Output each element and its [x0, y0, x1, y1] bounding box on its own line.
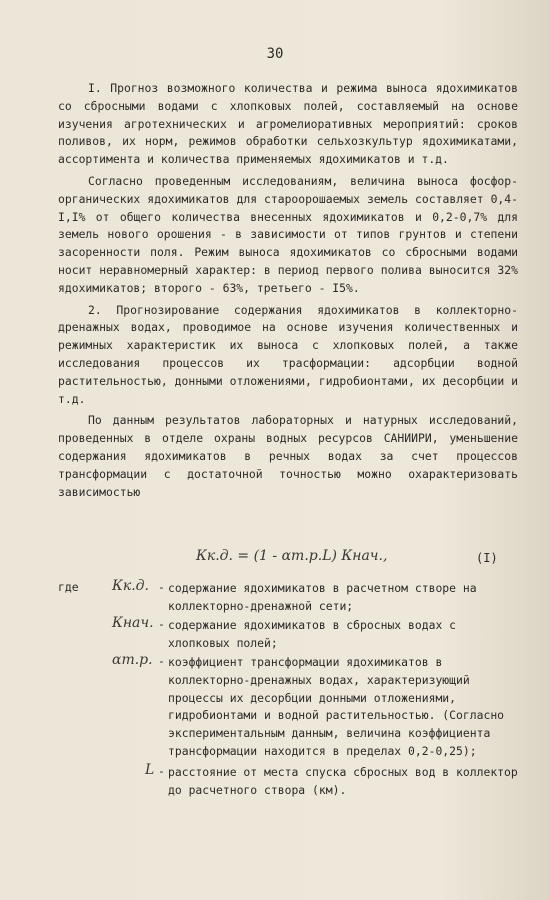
definition-dash: -	[158, 654, 165, 668]
where-label: где	[58, 580, 79, 594]
formula: Кк.д. = (1 - αт.р.L) Кнач.,	[196, 548, 388, 564]
paragraph-1: I. Прогноз возможного количества и режима выноса ядохимикатов со сбросными водами с хлопковых полей, составляемый на основе изучения агротехнических и агромелиоративных мероприятий: сроков поливов, их норм, режимов обработки сельхозкультур ядохимикатами, ассортимента и количества применяемых ядохимикатов и т.д.	[58, 81, 518, 167]
symbol-k-nach: Кнач.	[112, 615, 154, 631]
paragraph-3: 2. Прогнозирование содержания ядохимикатов в коллекторно-дренажных водах, проводимое на основе изучения количественных и режимных характеристик их выноса с хлопковых полей, а также исследования процессов их трасформации: адсорбции водной растительностью, донными отложениями, гидробионтами, их десорбции и т.д.	[58, 302, 518, 406]
definition-k-kd: содержание ядохимикатов в расчетном створе на коллекторно-дренажной сети;	[168, 581, 477, 613]
symbol-l: L	[145, 762, 155, 778]
definition-dash: -	[158, 580, 165, 594]
definition-alpha-tr: коэффициент трансформации ядохимикатов в коллекторно-дренажных водах, характеризующий процессы их десорбции донными отложениями, гидробионтами и водной растительностью. (Согласно экспериментальным данным, величина коэффициента трансформации находится в пределах 0,2-0,25);	[168, 655, 505, 758]
page-number: 30	[266, 46, 284, 62]
symbol-alpha-tr: αт.р.	[112, 652, 153, 668]
paragraph-2: Согласно проведенным исследованиям, величина выноса фосфор-органических ядохимикатов для староорошаемых земель составляет 0,4-I,I% от общего количества внесенных ядохимикатов и 0,2-0,7% для земель нового орошения - в зависимости от типов грунтов и степени засоренности поля. Режим выноса ядохимикатов со сбросными водами носит неравномерный характер: в период первого полива выносится 32% ядохимикатов; второго - 63%, третьего - I5%.	[58, 173, 518, 295]
definition-l: расстояние от места спуска сбросных вод в коллектор до расчетного створа (км).	[168, 765, 518, 797]
definition-k-nach: содержание ядохимикатов в сбросных водах с хлопковых полей;	[168, 618, 457, 650]
definition-dash: -	[158, 764, 165, 778]
symbol-k-kd: Кк.д.	[112, 578, 149, 594]
body-text	[58, 80, 518, 501]
formula-number: (I)	[476, 551, 498, 565]
paragraph-4: По данным результатов лабораторных и натурных исследований, проведенных в отделе охраны водных ресурсов САНИИРИ, уменьшение содержания ядохимикатов в речных водах за счет процессов трансформации с достаточной точностью можно охарактеризовать зависимостью	[58, 413, 518, 499]
definition-dash: -	[158, 617, 165, 631]
